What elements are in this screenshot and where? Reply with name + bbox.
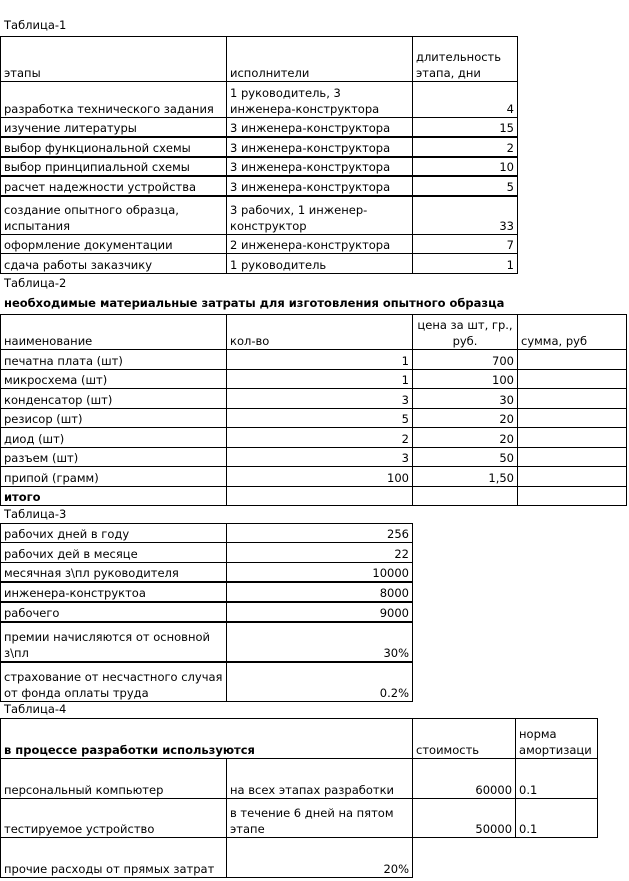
param-cell: рабочего [1,602,227,622]
table-row [1,370,627,389]
value-cell: 30% [227,622,413,662]
other-row [1,838,598,878]
param-cell: инженера-конструктоа [1,582,227,602]
executor-cell: 3 инженера-конструктора [227,137,413,157]
table2-subtitle: необходимые материальные затраты для изготовления опытного образца [4,296,505,310]
stage-cell: разработка технического задания [1,82,227,118]
header-name: наименование [1,315,227,350]
days-cell: 1 [413,254,518,274]
sum-cell [518,409,627,428]
item-cell: конденсатор (шт) [1,389,227,409]
header-used: в процессе разработки используются [1,719,413,759]
param-cell: месячная з\пл руководителя [1,563,227,582]
rate-cell: 0.1 [516,759,598,799]
header-duration: длительность этапа, дни [413,37,518,82]
qty-cell: 2 [227,428,413,448]
value-cell: 22 [227,543,413,563]
header-sum: сумма, руб [518,315,627,350]
table-row [1,662,413,702]
qty-cell: 3 [227,389,413,409]
cost-cell: 50000 [413,799,516,838]
table-row [1,176,518,196]
table-row [1,428,627,448]
item-cell: разъем (шт) [1,448,227,467]
price-cell: 1,50 [413,467,518,487]
price-cell: 20 [413,428,518,448]
item-cell: диод (шт) [1,428,227,448]
sum-cell [518,350,627,370]
table-row [1,235,518,254]
total-row [1,487,627,506]
param-cell: страхование от несчастного случая от фонда оплаты труда [1,662,227,702]
price-cell: 50 [413,448,518,467]
empty-cell [227,487,413,506]
value-cell: 8000 [227,582,413,602]
executor-cell: 2 инженера-конструктора [227,235,413,254]
total-label: итого [1,487,227,506]
param-cell: рабочих дей в месяце [1,543,227,563]
usage-cell: на всех этапах разработки [227,759,413,799]
stage-cell: создание опытного образца, испытания [1,196,227,235]
table-row [1,137,518,157]
table-3 [0,523,413,702]
table-1 [0,36,518,274]
price-cell: 100 [413,370,518,389]
empty-cell [518,487,627,506]
header-amortization: норма амортизаци [516,719,598,759]
other-label: прочие расходы от прямых затрат [1,838,227,878]
sum-cell [518,370,627,389]
header-qty: кол-во [227,315,413,350]
table-2 [0,314,627,506]
sum-cell [518,467,627,487]
sum-cell [518,448,627,467]
value-cell: 9000 [227,602,413,622]
table-4 [0,718,598,878]
stage-cell: сдача работы заказчику [1,254,227,274]
item-cell: печатна плата (шт) [1,350,227,370]
table-row [1,563,413,582]
table-row [1,622,413,662]
days-cell: 5 [413,176,518,196]
qty-cell: 1 [227,370,413,389]
other-value: 20% [227,838,413,878]
price-cell: 30 [413,389,518,409]
item-cell: микросхема (шт) [1,370,227,389]
stage-cell: оформление документации [1,235,227,254]
table-row [1,467,627,487]
days-cell: 15 [413,118,518,137]
table-row [1,524,413,543]
executor-cell: 3 рабочих, 1 инженер-конструктор [227,196,413,235]
table-row [1,118,518,137]
header-executors: исполнители [227,37,413,82]
param-cell: рабочих дней в году [1,524,227,543]
executor-cell: 3 инженера-конструктора [227,176,413,196]
empty-cell [413,487,518,506]
table-row [1,196,518,235]
price-cell: 20 [413,409,518,428]
header-stages: этапы [1,37,227,82]
days-cell: 7 [413,235,518,254]
sum-cell [518,428,627,448]
qty-cell: 1 [227,350,413,370]
days-cell: 33 [413,196,518,235]
header-price: цена за шт, гр., руб. [413,315,518,350]
value-cell: 0.2% [227,662,413,702]
table-row [1,254,518,274]
table-row [1,389,627,409]
days-cell: 10 [413,157,518,176]
days-cell: 2 [413,137,518,157]
value-cell: 256 [227,524,413,543]
table-row [1,350,627,370]
table-row [1,448,627,467]
table-row [1,543,413,563]
empty-cell [516,838,598,878]
table-row [1,82,518,118]
qty-cell: 3 [227,448,413,467]
table-row [1,799,598,838]
stage-cell: изучение литературы [1,118,227,137]
param-cell: премии начисляются от основной з\пл [1,622,227,662]
equipment-cell: тестируемое устройство [1,799,227,838]
usage-cell: в течение 6 дней на пятом этапе [227,799,413,838]
item-cell: припой (грамм) [1,467,227,487]
table2-caption: Таблица-2 [4,276,67,290]
stage-cell: расчет надежности устройства [1,176,227,196]
table4-caption: Таблица-4 [4,702,67,716]
table3-caption: Таблица-3 [4,507,67,521]
stage-cell: выбор функциональной схемы [1,137,227,157]
value-cell: 10000 [227,563,413,582]
executor-cell: 3 инженера-конструктора [227,118,413,137]
table-row [1,582,413,602]
table1-caption: Таблица-1 [4,18,67,32]
table-row [1,157,518,176]
price-cell: 700 [413,350,518,370]
days-cell: 4 [413,82,518,118]
table-row [1,602,413,622]
stage-cell: выбор принципиальной схемы [1,157,227,176]
cost-cell: 60000 [413,759,516,799]
rate-cell: 0.1 [516,799,598,838]
executor-cell: 1 руководитель, 3 инженера-конструктора [227,82,413,118]
table-row [1,409,627,428]
empty-cell [413,838,516,878]
equipment-cell: персональный компьютер [1,759,227,799]
qty-cell: 5 [227,409,413,428]
executor-cell: 3 инженера-конструктора [227,157,413,176]
sum-cell [518,389,627,409]
qty-cell: 100 [227,467,413,487]
item-cell: резисор (шт) [1,409,227,428]
executor-cell: 1 руководитель [227,254,413,274]
header-cost: стоимость [413,719,516,759]
table-row [1,759,598,799]
